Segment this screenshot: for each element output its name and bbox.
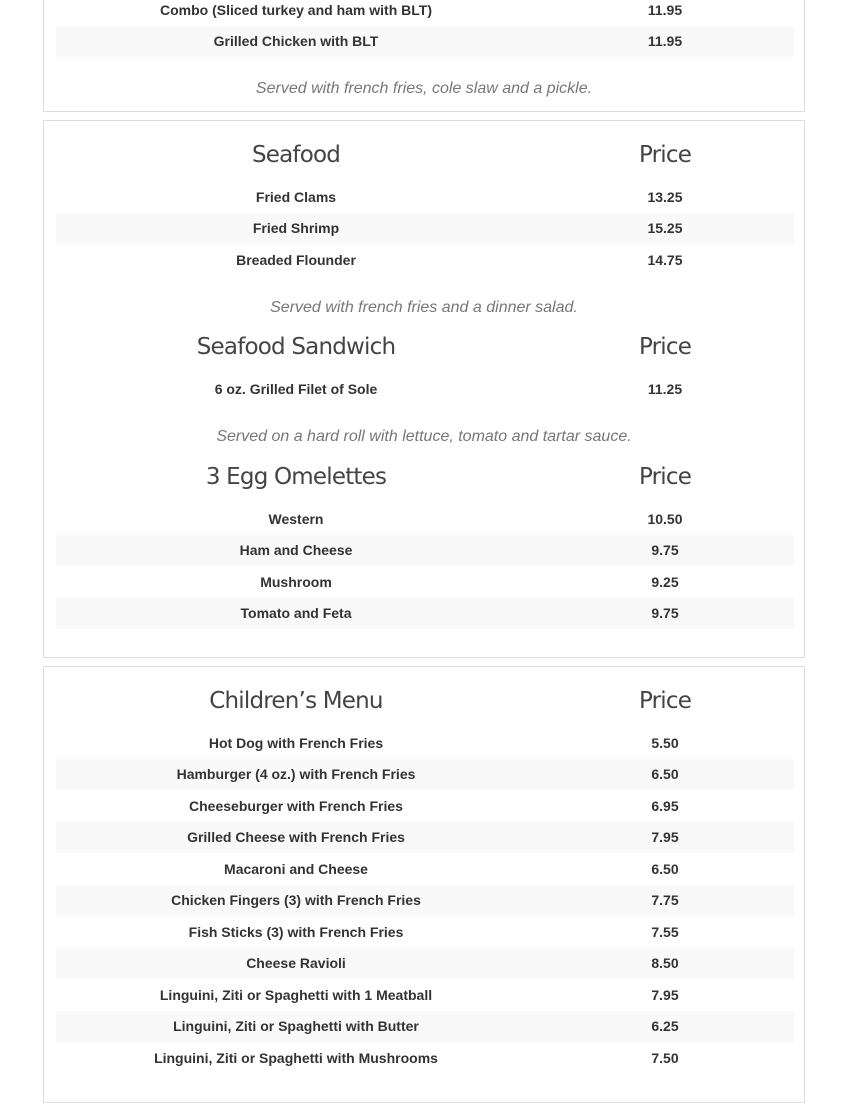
section-header xyxy=(56,457,794,497)
seafood-sandwich-table xyxy=(56,373,794,405)
menu-item-price: 7.50 xyxy=(651,1049,679,1066)
table-row xyxy=(56,213,794,245)
menu-item-name: Breaded Flounder xyxy=(236,251,356,268)
menu-item-name: Grilled Cheese with French Fries xyxy=(56,822,536,854)
menu-item-name: Hamburger (4 oz.) with French Fries xyxy=(56,759,536,791)
table-row xyxy=(56,1011,794,1043)
section-header xyxy=(56,681,794,721)
table-row xyxy=(56,26,794,58)
table-row xyxy=(56,885,794,917)
menu-item-name: Fried Shrimp xyxy=(56,213,536,245)
table-row xyxy=(56,373,794,405)
section-note: Served with french fries, cole slaw and a pickle. xyxy=(255,80,593,97)
menu-item-name: Linguini, Ziti or Spaghetti with 1 Meatball xyxy=(159,986,433,1003)
menu-item-price: 14.75 xyxy=(647,251,683,268)
menu-item-name: Ham and Cheese xyxy=(56,535,536,567)
seafood-panel xyxy=(43,120,805,658)
menu-item-name: Tomato and Feta xyxy=(56,598,536,630)
menu-item-price: 6.50 xyxy=(536,759,794,791)
menu-item-price: 5.50 xyxy=(651,734,679,751)
menu-item-price: 13.25 xyxy=(647,188,683,205)
menu-item-name: Western xyxy=(268,510,324,527)
childrens-menu-panel xyxy=(43,666,805,1103)
menu-item-price: 9.75 xyxy=(536,598,794,630)
menu-item-price: 11.95 xyxy=(536,26,794,58)
sandwiches-panel xyxy=(43,0,805,112)
menu-item-price: 9.75 xyxy=(536,535,794,567)
table-row xyxy=(56,503,794,535)
menu-item-price: 7.55 xyxy=(651,923,679,940)
menu-item-name: Fish Sticks (3) with French Fries xyxy=(188,923,404,940)
section-title: Seafood xyxy=(251,142,341,168)
menu-item-name: Cheeseburger with French Fries xyxy=(189,797,403,814)
menu-item-price: 6.50 xyxy=(651,860,679,877)
table-row xyxy=(56,0,794,26)
menu-item-price: 7.95 xyxy=(651,986,679,1003)
table-row xyxy=(56,759,794,791)
menu-item-name: Linguini, Ziti or Spaghetti with Butter xyxy=(56,1011,536,1043)
menu-item-name: Macaroni and Cheese xyxy=(224,860,368,877)
seafood-table xyxy=(56,181,794,276)
section-header xyxy=(56,327,794,367)
menu-item-price: 7.75 xyxy=(536,885,794,917)
sandwiches-table xyxy=(56,0,794,57)
menu-item-name: Hot Dog with French Fries xyxy=(208,734,384,751)
section-header xyxy=(56,135,794,175)
menu-item-name: Cheese Ravioli xyxy=(56,948,536,980)
menu-item-name: Grilled Chicken with BLT xyxy=(56,26,536,58)
menu-item-price: 6.95 xyxy=(651,797,679,814)
table-row xyxy=(56,244,794,276)
menu-item-price: 7.95 xyxy=(536,822,794,854)
table-row xyxy=(56,822,794,854)
table-row xyxy=(56,535,794,567)
menu-item-price: 6.25 xyxy=(536,1011,794,1043)
menu-item-name: Linguini, Ziti or Spaghetti with Mushrooms xyxy=(154,1049,438,1066)
menu-item-price: 10.50 xyxy=(647,510,683,527)
table-row xyxy=(56,727,794,759)
price-column-header: Price xyxy=(638,142,692,168)
menu-item-name: Chicken Fingers (3) with French Fries xyxy=(56,885,536,917)
table-row xyxy=(56,948,794,980)
table-row xyxy=(56,790,794,822)
menu-item-name: Mushroom xyxy=(260,573,332,590)
table-row xyxy=(56,598,794,630)
table-row xyxy=(56,979,794,1011)
section-note: Served with french fries and a dinner salad. xyxy=(270,299,578,316)
price-column-header: Price xyxy=(638,688,692,714)
table-row xyxy=(56,916,794,948)
section-title: Children’s Menu xyxy=(209,688,383,714)
childrens-menu-table xyxy=(56,727,794,1074)
menu-item-name: Combo (Sliced turkey and ham with BLT) xyxy=(160,1,432,18)
menu-item-name: 6 oz. Grilled Filet of Sole xyxy=(214,380,378,397)
section-note: Served on a hard roll with lettuce, tomato and tartar sauce. xyxy=(216,428,632,445)
section-title: Seafood Sandwich xyxy=(196,334,396,360)
price-column-header: Price xyxy=(638,464,692,490)
menu-item-price: 11.25 xyxy=(647,380,683,397)
menu-item-name: Fried Clams xyxy=(255,188,337,205)
table-row xyxy=(56,853,794,885)
omelettes-table xyxy=(56,503,794,629)
menu-item-price: 11.95 xyxy=(647,1,683,18)
menu-item-price: 8.50 xyxy=(536,948,794,980)
menu-item-price: 9.25 xyxy=(651,573,679,590)
price-column-header: Price xyxy=(638,334,692,360)
table-row xyxy=(56,181,794,213)
table-row xyxy=(56,566,794,598)
table-row xyxy=(56,1042,794,1074)
menu-item-price: 15.25 xyxy=(536,213,794,245)
section-title: 3 Egg Omelettes xyxy=(205,464,387,490)
